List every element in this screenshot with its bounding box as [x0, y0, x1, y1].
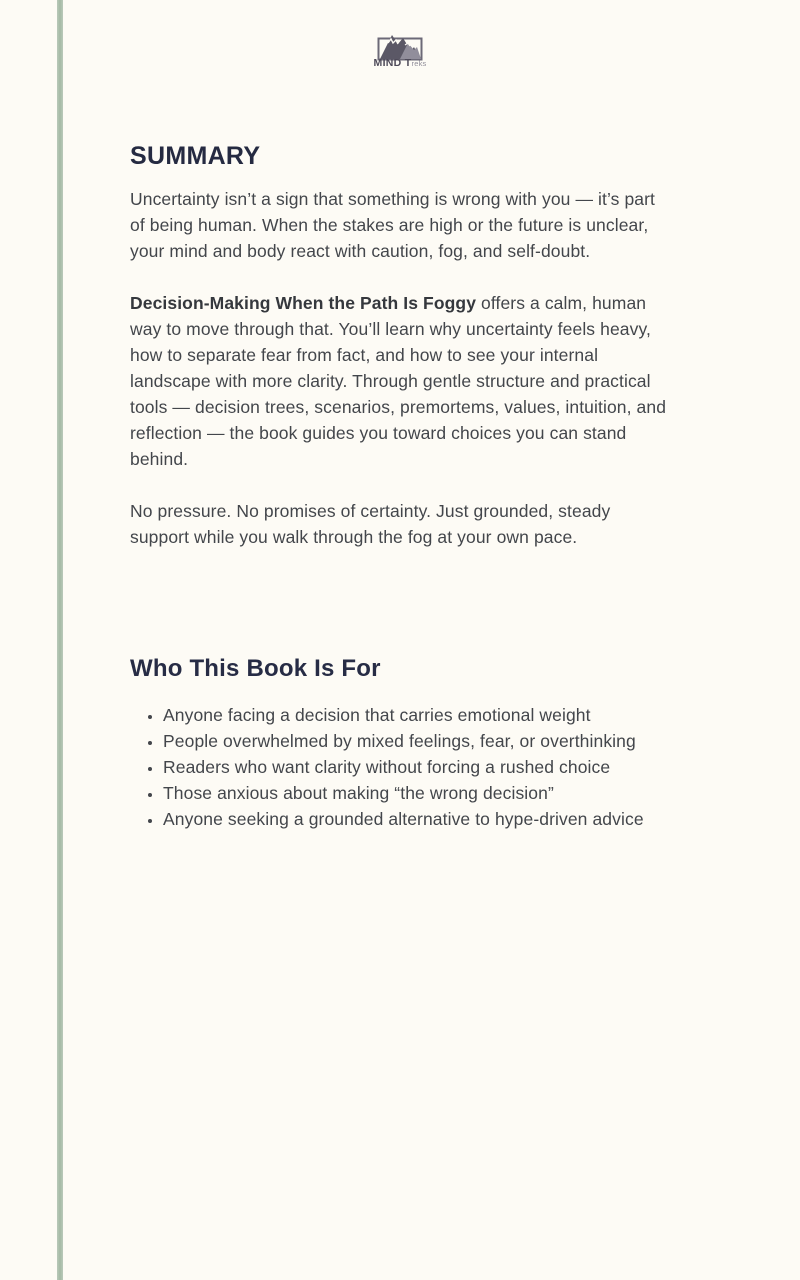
brand-name — [374, 57, 427, 69]
left-accent-rule — [57, 0, 63, 1280]
summary-paragraph-2 — [130, 290, 672, 472]
audience-heading: Who This Book Is For — [130, 655, 381, 682]
brand-name-light: reks — [411, 59, 427, 68]
summary-paragraph-3: No pressure. No promises of certainty. Just grounded, steady support while you walk through the fog at your own pace. — [130, 501, 611, 547]
list-item: • People overwhelmed by mixed feelings, fear, or overthinking — [163, 728, 672, 754]
list-item: • Readers who want clarity without forcing a rushed choice — [163, 754, 672, 780]
header — [0, 0, 800, 71]
mindtreks-logo — [374, 32, 427, 69]
summary-paragraph-2-rest: offers a calm, human way to move through that. You’ll learn why uncertainty feels heavy, how to separate fear from fact, and how to see your internal landscape with more clarity. Through gentle structure and practical tools — decision trees, scenarios, premortems, values, intuition, and reflection — the book guides you toward choices you can stand behind. — [130, 293, 667, 469]
list-item: • Anyone facing a decision that carries emotional weight — [163, 702, 672, 728]
audience-list — [130, 702, 672, 832]
summary-paragraph-1: Uncertainty isn’t a sign that something is wrong with you — it’s part of being human. When the stakes are high or the future is unclear, your mind and body react with caution, fog, and self-doubt. — [130, 189, 656, 261]
list-item: • Those anxious about making “the wrong decision” — [163, 780, 672, 806]
page-content — [130, 140, 672, 832]
list-item: • Anyone seeking a grounded alternative to hype-driven advice — [163, 806, 672, 832]
book-title-bold: Decision-Making When the Path Is Foggy — [130, 293, 477, 313]
summary-heading: SUMMARY — [130, 142, 261, 170]
brand-name-bold: MIND T — [373, 57, 412, 69]
